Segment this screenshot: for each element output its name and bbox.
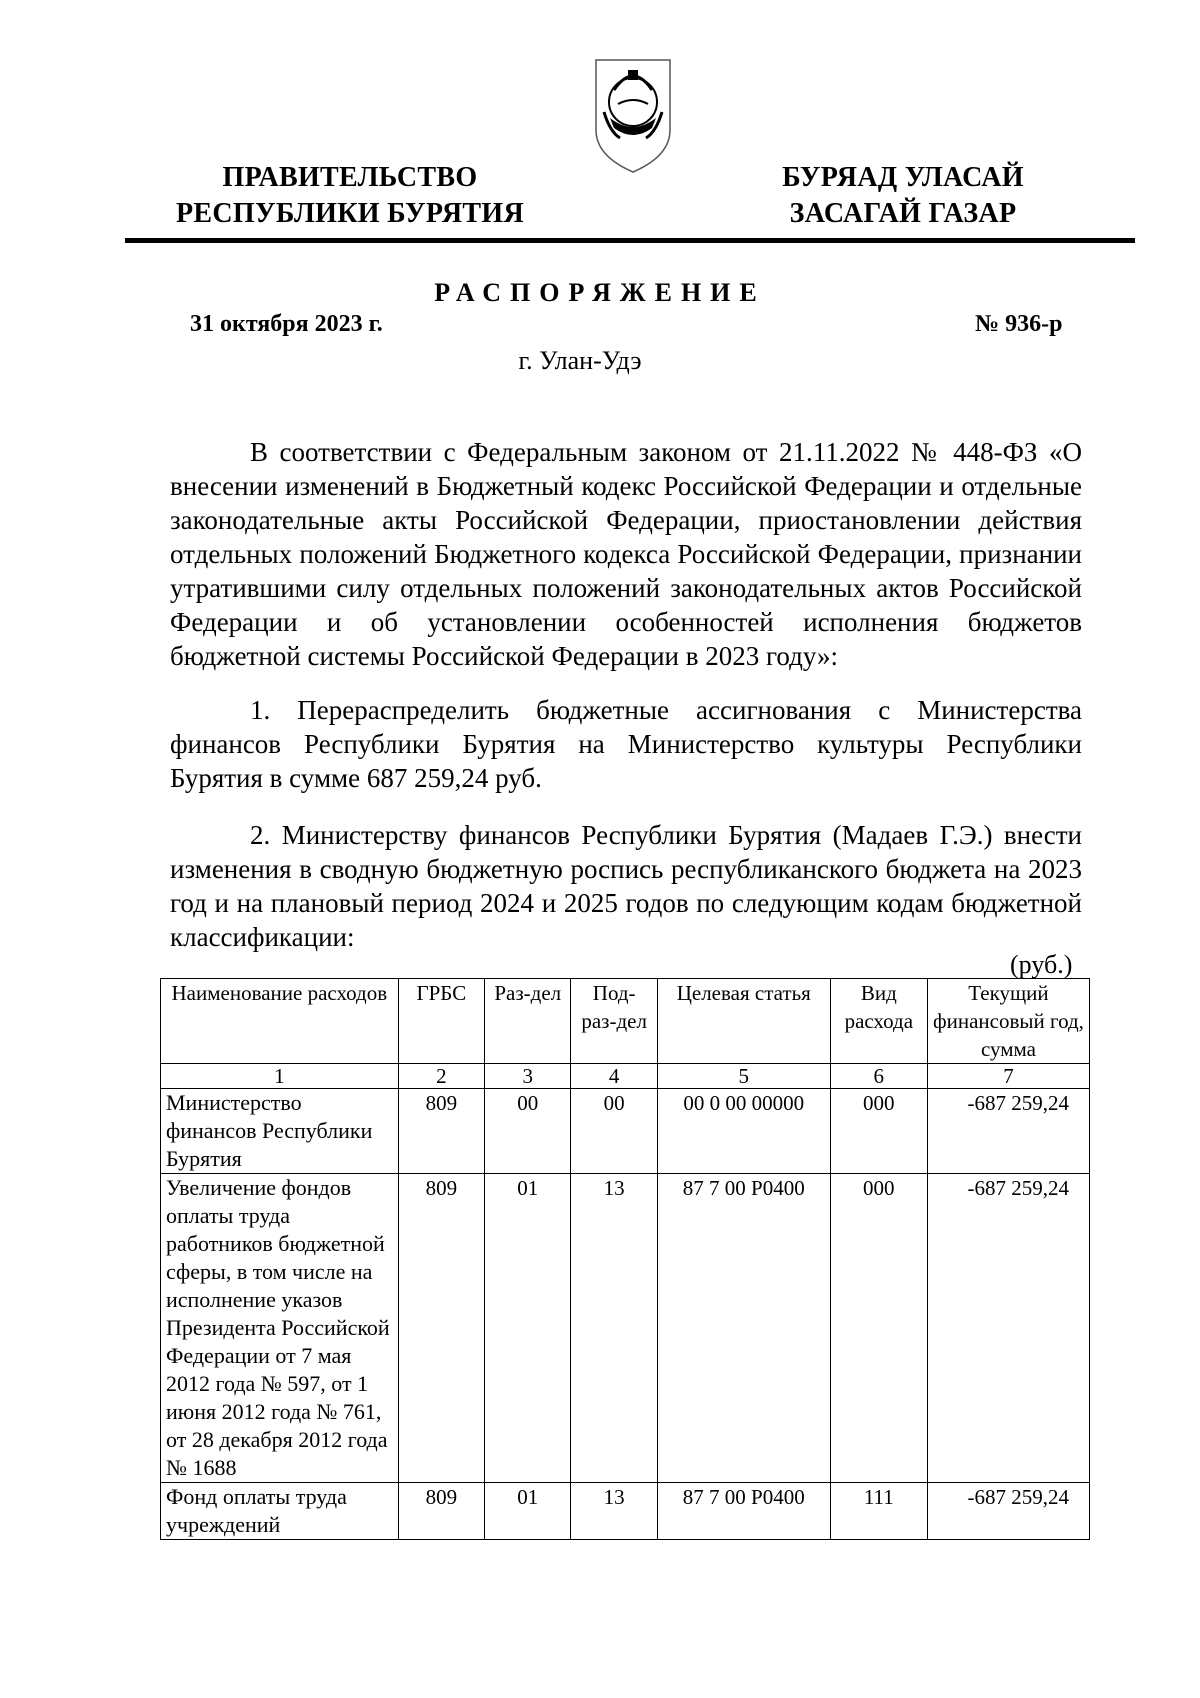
header-name: Наименование расходов: [161, 979, 399, 1064]
cell-grbs: 809: [398, 1483, 484, 1540]
table-header-row: [161, 979, 1090, 1064]
cell-kind: 000: [830, 1089, 927, 1174]
cell-amount: -687 259,24: [927, 1174, 1089, 1483]
table-row: [161, 1174, 1090, 1483]
table-row: [161, 1483, 1090, 1540]
government-name-line-2: РЕСПУБЛИКИ БУРЯТИЯ: [176, 198, 524, 229]
header-divider: [125, 238, 1135, 243]
coat-of-arms-emblem-icon: [590, 56, 676, 176]
header-subsection: Под-раз-дел: [571, 979, 657, 1064]
government-name-buryat-line-2: ЗАСАГАЙ ГАЗАР: [789, 198, 1017, 229]
cell-kind: 111: [830, 1483, 927, 1540]
government-name-line-1: ПРАВИТЕЛЬСТВО: [222, 162, 478, 193]
intro-paragraph: [170, 435, 1082, 673]
cell-name: Министерство финансов Республики Бурятия: [161, 1089, 399, 1174]
item-2-paragraph: [170, 818, 1082, 954]
cell-subsection: 13: [571, 1483, 657, 1540]
cell-section: 01: [485, 1483, 571, 1540]
cell-grbs: 809: [398, 1174, 484, 1483]
intro-text: В соответствии с Федеральным законом от 21.11.2022 № 448-ФЗ «О внесении изменений в Бюджетный кодекс Российской Федерации и отдельные законодательные акты Российской Федерации, приостановлении действия отдельных положений Бюджетного кодекса Российской Федерации, признании утратившими силу отдельных положений законодательных актов Российской Федерации и об установлении особенностей исполнения бюджетов бюджетной системы Российской Федерации в 2023 году»:: [170, 437, 1082, 671]
cell-amount: -687 259,24: [927, 1483, 1089, 1540]
cell-amount: -687 259,24: [927, 1089, 1089, 1174]
index-cell: 6: [830, 1064, 927, 1089]
cell-subsection: 00: [571, 1089, 657, 1174]
document-date: 31 октября 2023 г.: [190, 311, 383, 337]
cell-target: 00 0 00 00000: [657, 1089, 830, 1174]
index-cell: 4: [571, 1064, 657, 1089]
header-section: Раз-дел: [485, 979, 571, 1064]
government-name-russian: [160, 160, 540, 232]
table-index-row: [161, 1064, 1090, 1089]
table-row: [161, 1089, 1090, 1174]
budget-table: [160, 978, 1090, 1540]
index-cell: 1: [161, 1064, 399, 1089]
header-grbs: ГРБС: [398, 979, 484, 1064]
cell-name: Фонд оплаты труда учреждений: [161, 1483, 399, 1540]
document-number: № 936-р: [975, 311, 1063, 337]
cell-subsection: 13: [571, 1174, 657, 1483]
cell-kind: 000: [830, 1174, 927, 1483]
document-type-title: РАСПОРЯЖЕНИЕ: [434, 278, 766, 307]
index-cell: 2: [398, 1064, 484, 1089]
header-target: Целевая статья: [657, 979, 830, 1064]
index-cell: 7: [927, 1064, 1089, 1089]
item-1-text: 1. Перераспределить бюджетные ассигнования с Министерства финансов Республики Бурятия на Министерство культуры Республики Бурятия в сумме 687 259,24 руб.: [170, 695, 1082, 793]
cell-section: 01: [485, 1174, 571, 1483]
table-units: (руб.): [1010, 950, 1073, 979]
cell-target: 87 7 00 Р0400: [657, 1174, 830, 1483]
cell-grbs: 809: [398, 1089, 484, 1174]
index-cell: 3: [485, 1064, 571, 1089]
header-kind: Вид расхода: [830, 979, 927, 1064]
government-name-buryat: [748, 160, 1058, 232]
cell-name: Увеличение фондов оплаты труда работников бюджетной сферы, в том числе на исполнение указов Президента Российской Федерации от 7 мая 2012 года № 597, от 1 июня 2012 года № 761, от 28 декабря 2012 года № 1688: [161, 1174, 399, 1483]
government-name-buryat-line-1: БУРЯАД УЛАСАЙ: [782, 162, 1024, 193]
document-city: г. Улан-Удэ: [518, 346, 642, 375]
cell-section: 00: [485, 1089, 571, 1174]
item-1-paragraph: [170, 693, 1082, 795]
index-cell: 5: [657, 1064, 830, 1089]
cell-target: 87 7 00 Р0400: [657, 1483, 830, 1540]
item-2-text: 2. Министерству финансов Республики Бурятия (Мадаев Г.Э.) внести изменения в сводную бюджетную роспись республиканского бюджета на 2023 год и на плановый период 2024 и 2025 годов по следующим кодам бюджетной классификации:: [170, 820, 1082, 952]
header-amount: Текущий финансовый год, сумма: [927, 979, 1089, 1064]
